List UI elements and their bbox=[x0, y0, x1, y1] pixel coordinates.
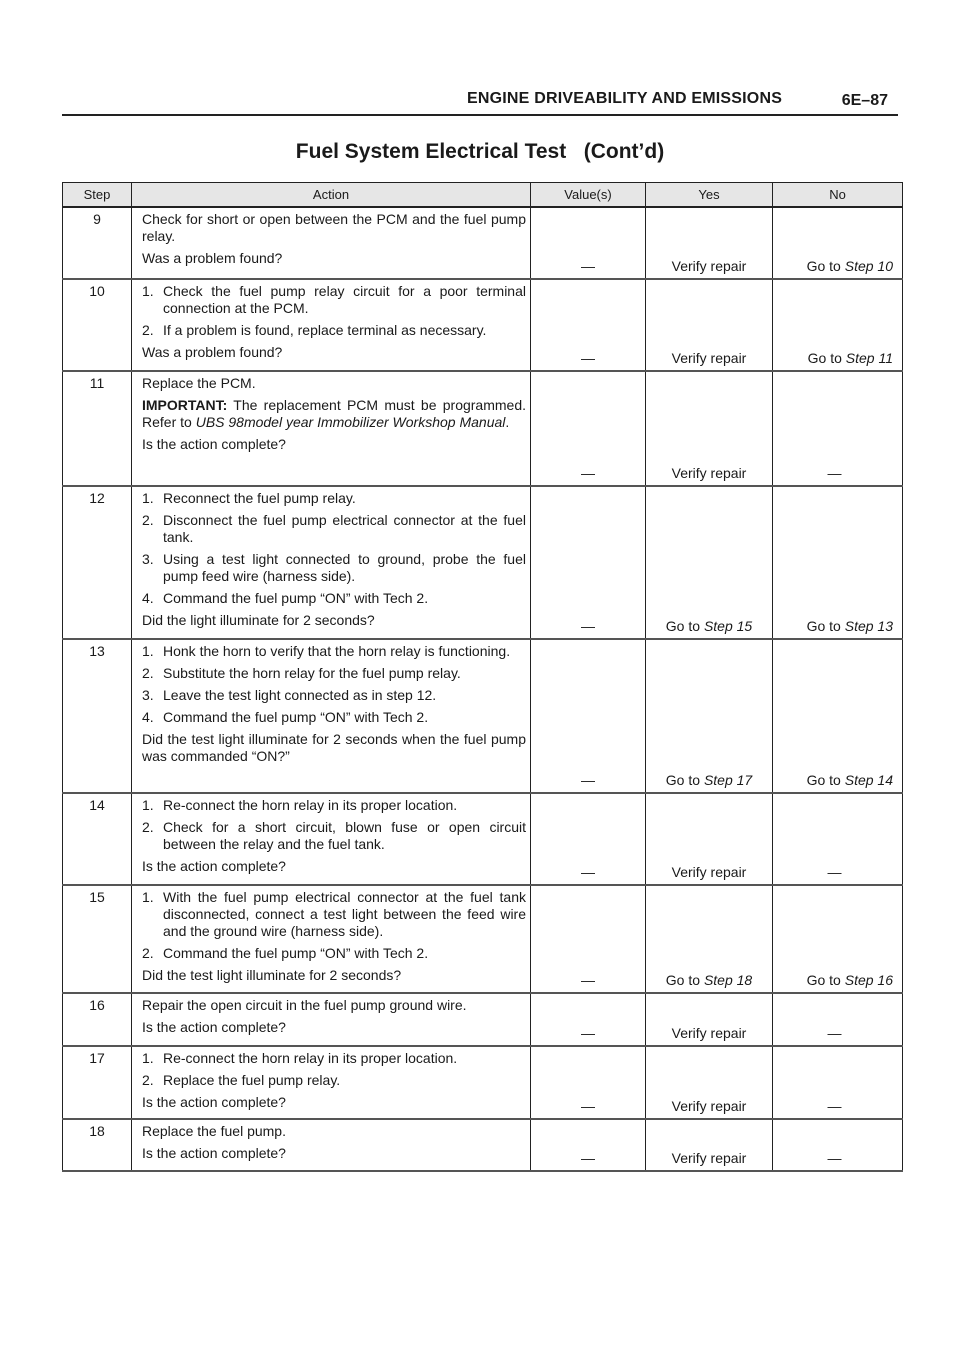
no-goto-prefix: Go to bbox=[807, 350, 842, 366]
action-step bbox=[142, 819, 526, 853]
yes-goto-prefix: Go to bbox=[665, 972, 701, 988]
table-row bbox=[63, 279, 903, 371]
no-goto-step-link: Step 11 bbox=[845, 350, 893, 366]
action-step bbox=[142, 889, 526, 940]
col-header-step: Step bbox=[63, 183, 132, 208]
no-cell bbox=[773, 279, 903, 371]
yes-cell: Verify repair bbox=[646, 371, 773, 486]
value-cell: — bbox=[531, 885, 646, 993]
action-cell bbox=[132, 486, 531, 639]
action-step-text: Command the fuel pump “ON” with Tech 2. bbox=[163, 590, 429, 606]
action-text: Replace the fuel pump. bbox=[142, 1123, 286, 1139]
step-number: 2. bbox=[142, 1072, 154, 1088]
page-title bbox=[0, 140, 960, 164]
step-cell: 12 bbox=[63, 486, 132, 639]
step-cell: 11 bbox=[63, 371, 132, 486]
action-question: Was a problem found? bbox=[142, 344, 283, 360]
action-cell bbox=[132, 279, 531, 371]
action-step bbox=[142, 945, 526, 962]
action-step bbox=[142, 551, 526, 585]
table-row bbox=[63, 793, 903, 885]
step-cell: 17 bbox=[63, 1046, 132, 1119]
step-number: 1. bbox=[142, 490, 154, 506]
action-step bbox=[142, 643, 526, 660]
action-cell bbox=[132, 793, 531, 885]
yes-cell bbox=[646, 885, 773, 993]
action-step-text: If a problem is found, replace terminal as necessary. bbox=[163, 322, 487, 338]
action-question: Did the test light illuminate for 2 seconds? bbox=[142, 967, 402, 983]
table-row bbox=[63, 486, 903, 639]
step-number: 2. bbox=[142, 512, 154, 528]
section-title: ENGINE DRIVEABILITY AND EMISSIONS bbox=[467, 90, 783, 107]
table-header-row bbox=[63, 183, 903, 208]
action-step-text: Command the fuel pump “ON” with Tech 2. bbox=[163, 709, 429, 725]
action-steps-list bbox=[142, 643, 526, 726]
diagnostic-table bbox=[62, 182, 903, 1172]
yes-cell: Verify repair bbox=[646, 793, 773, 885]
step-number: 1. bbox=[142, 1050, 154, 1066]
step-number: 2. bbox=[142, 322, 154, 338]
no-goto-step-link: Step 16 bbox=[844, 972, 893, 988]
no-goto-step-link: Step 10 bbox=[844, 258, 893, 274]
no-goto-step-link: Step 14 bbox=[844, 772, 893, 788]
col-header-yes: Yes bbox=[646, 183, 773, 208]
action-question: Is the action complete? bbox=[142, 858, 286, 874]
action-cell bbox=[132, 885, 531, 993]
step-number: 3. bbox=[142, 687, 154, 703]
value-cell: — bbox=[531, 279, 646, 371]
action-step-text: Leave the test light connected as in step 12. bbox=[163, 687, 437, 703]
action-step bbox=[142, 797, 526, 814]
step-number: 3. bbox=[142, 551, 154, 567]
yes-goto-step-link: Step 15 bbox=[703, 618, 753, 634]
action-steps-list bbox=[142, 797, 526, 853]
action-step bbox=[142, 687, 526, 704]
important-note bbox=[142, 397, 526, 431]
yes-cell: Verify repair bbox=[646, 207, 773, 279]
action-steps-list bbox=[142, 889, 526, 962]
action-steps-list bbox=[142, 1050, 526, 1089]
action-step-text: Check for a short circuit, blown fuse or open circuit between the relay and the fuel tank. bbox=[163, 819, 526, 852]
value-cell: — bbox=[531, 1046, 646, 1119]
action-steps-list bbox=[142, 490, 526, 607]
step-cell: 16 bbox=[63, 993, 132, 1046]
action-question: Is the action complete? bbox=[142, 436, 286, 452]
action-step bbox=[142, 1050, 526, 1067]
action-question: Is the action complete? bbox=[142, 1094, 286, 1110]
no-cell: — bbox=[773, 371, 903, 486]
action-step-text: With the fuel pump electrical connector at the fuel tank disconnected, connect a test light between the feed wire and the ground wire (harness side). bbox=[163, 889, 526, 939]
title-main: Fuel System Electrical Test bbox=[295, 140, 567, 163]
no-goto-prefix: Go to bbox=[806, 772, 841, 788]
yes-cell bbox=[646, 486, 773, 639]
action-step bbox=[142, 665, 526, 682]
action-question: Is the action complete? bbox=[142, 1019, 286, 1035]
yes-cell: Verify repair bbox=[646, 993, 773, 1046]
no-cell bbox=[773, 885, 903, 993]
action-step bbox=[142, 283, 526, 317]
action-step-text: Check the fuel pump relay circuit for a poor terminal connection at the PCM. bbox=[163, 283, 526, 316]
action-text: Replace the PCM. bbox=[142, 375, 256, 391]
action-cell bbox=[132, 639, 531, 793]
no-goto-prefix: Go to bbox=[806, 258, 841, 274]
action-step-text: Using a test light connected to ground, probe the fuel pump feed wire (harness side). bbox=[163, 551, 526, 584]
yes-goto-prefix: Go to bbox=[665, 772, 701, 788]
step-number: 2. bbox=[142, 665, 154, 681]
step-cell: 10 bbox=[63, 279, 132, 371]
action-question: Was a problem found? bbox=[142, 250, 283, 266]
action-step-text: Reconnect the fuel pump relay. bbox=[163, 490, 356, 506]
step-number: 1. bbox=[142, 797, 154, 813]
action-cell bbox=[132, 207, 531, 279]
action-step-text: Substitute the horn relay for the fuel pump relay. bbox=[163, 665, 461, 681]
action-step-text: Honk the horn to verify that the horn relay is functioning. bbox=[163, 643, 511, 659]
action-step-text: Re-connect the horn relay in its proper location. bbox=[163, 1050, 458, 1066]
action-cell bbox=[132, 1046, 531, 1119]
yes-cell: Verify repair bbox=[646, 279, 773, 371]
step-number: 1. bbox=[142, 283, 154, 299]
yes-goto-step-link: Step 18 bbox=[703, 972, 753, 988]
action-step bbox=[142, 709, 526, 726]
step-cell: 18 bbox=[63, 1119, 132, 1171]
action-text: Repair the open circuit in the fuel pump ground wire. bbox=[142, 997, 467, 1013]
yes-goto-step-link: Step 17 bbox=[703, 772, 753, 788]
col-header-no: No bbox=[773, 183, 903, 208]
step-cell: 13 bbox=[63, 639, 132, 793]
value-cell: — bbox=[531, 207, 646, 279]
action-step bbox=[142, 1072, 526, 1089]
value-cell: — bbox=[531, 1119, 646, 1171]
value-cell: — bbox=[531, 371, 646, 486]
table-row bbox=[63, 1119, 903, 1171]
table-row bbox=[63, 639, 903, 793]
yes-goto-prefix: Go to bbox=[665, 618, 701, 634]
col-header-values: Value(s) bbox=[531, 183, 646, 208]
table-row bbox=[63, 371, 903, 486]
action-step bbox=[142, 490, 526, 507]
table-row bbox=[63, 885, 903, 993]
yes-cell bbox=[646, 639, 773, 793]
table-row bbox=[63, 993, 903, 1046]
value-cell: — bbox=[531, 793, 646, 885]
step-number: 1. bbox=[142, 643, 154, 659]
action-step-text: Re-connect the horn relay in its proper location. bbox=[163, 797, 458, 813]
important-end: . bbox=[505, 414, 510, 430]
no-cell bbox=[773, 207, 903, 279]
action-steps-list bbox=[142, 283, 526, 339]
step-number: 2. bbox=[142, 945, 154, 961]
no-cell: — bbox=[773, 1046, 903, 1119]
yes-cell: Verify repair bbox=[646, 1119, 773, 1171]
action-step-text: Disconnect the fuel pump electrical connector at the fuel tank. bbox=[163, 512, 526, 545]
step-cell: 15 bbox=[63, 885, 132, 993]
no-goto-step-link: Step 13 bbox=[844, 618, 893, 634]
action-step-text: Replace the fuel pump relay. bbox=[163, 1072, 341, 1088]
action-text: Check for short or open between the PCM and the fuel pump relay. bbox=[142, 211, 526, 244]
action-cell bbox=[132, 1119, 531, 1171]
no-cell bbox=[773, 486, 903, 639]
manual-reference: UBS 98model year Immobilizer Workshop Manual bbox=[195, 414, 506, 430]
step-cell: 14 bbox=[63, 793, 132, 885]
action-cell bbox=[132, 993, 531, 1046]
action-step bbox=[142, 512, 526, 546]
step-number: 1. bbox=[142, 889, 154, 905]
no-cell: — bbox=[773, 993, 903, 1046]
step-number: 2. bbox=[142, 819, 154, 835]
page-header bbox=[62, 88, 898, 116]
yes-cell: Verify repair bbox=[646, 1046, 773, 1119]
action-cell bbox=[132, 371, 531, 486]
no-cell: — bbox=[773, 1119, 903, 1171]
step-cell: 9 bbox=[63, 207, 132, 279]
page-number: 6E–87 bbox=[841, 92, 888, 109]
action-question: Did the light illuminate for 2 seconds? bbox=[142, 612, 375, 628]
important-text: The replacement PCM must be programmed. Refer to bbox=[142, 397, 526, 430]
no-cell bbox=[773, 639, 903, 793]
value-cell: — bbox=[531, 639, 646, 793]
table-row bbox=[63, 207, 903, 279]
no-goto-prefix: Go to bbox=[806, 618, 841, 634]
action-question: Is the action complete? bbox=[142, 1145, 286, 1161]
col-header-action: Action bbox=[132, 183, 531, 208]
table-row bbox=[63, 1046, 903, 1119]
action-step bbox=[142, 322, 526, 339]
step-number: 4. bbox=[142, 590, 154, 606]
action-step-text: Command the fuel pump “ON” with Tech 2. bbox=[163, 945, 429, 961]
title-suffix: (Cont’d) bbox=[583, 140, 665, 163]
step-number: 4. bbox=[142, 709, 154, 725]
value-cell: — bbox=[531, 993, 646, 1046]
value-cell: — bbox=[531, 486, 646, 639]
action-step bbox=[142, 590, 526, 607]
action-question: Did the test light illuminate for 2 seconds when the fuel pump was commanded “ON?” bbox=[142, 731, 526, 764]
important-label: IMPORTANT: bbox=[142, 397, 228, 413]
no-cell: — bbox=[773, 793, 903, 885]
no-goto-prefix: Go to bbox=[806, 972, 841, 988]
